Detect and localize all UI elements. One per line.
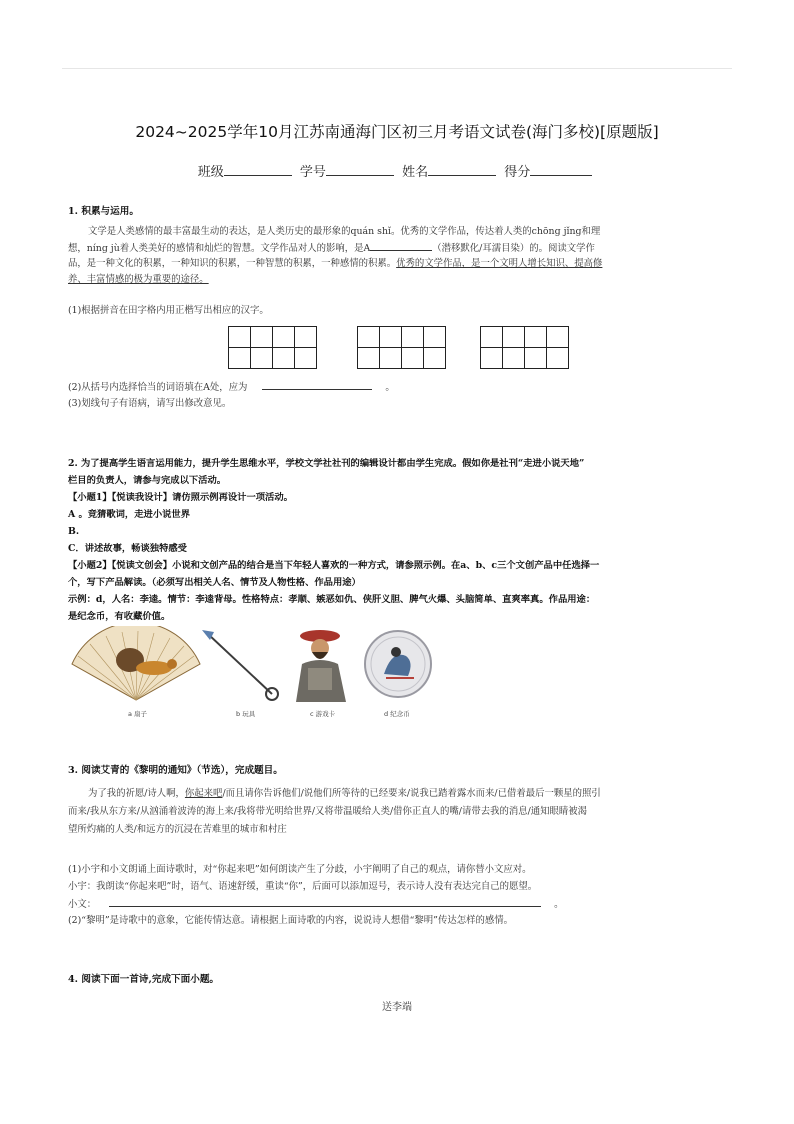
q1-line-2b: （潜移默化/耳濡目染）的。阅读文学作 [432,242,595,254]
q3-poem [68,785,718,839]
q4-heading: 4. 阅读下面一首诗,完成下面小题。 [68,974,220,985]
q1-sub2-text: (2)从括号内选择恰当的词语填在A处，应为 [68,382,248,393]
q1-sub2-end: 。 [385,382,395,393]
q1-heading: 1. 积累与运用。 [68,206,139,217]
q1-underlined-sentence-2: 养、丰富情感的极为重要的途径。 [68,273,209,285]
q1-sub1: (1)根据拼音在田字格内用正楷写出相应的汉字。 [68,305,269,316]
q1-sub2 [68,379,395,395]
q3-poem-l1a: 为了我的祈愿/诗人啊， [88,788,185,799]
q3-sub1: (1)小宇和小文朗诵上面诗歌时，对“你起来吧”如何朗读产生了分歧，小宇阐明了自己的观点，请你替小文应对。 [68,864,532,875]
id-label: 学号 [299,165,326,180]
q2-line-5: B. [68,526,80,537]
q2-line-2: 栏目的负责人，请参与完成以下活动。 [68,475,227,486]
q3-answer-blank[interactable] [109,896,541,907]
q3-sub1c [68,896,564,912]
student-info-line [0,161,794,180]
q2-line-1: 2. 为了提高学生语言运用能力，提升学生思维水平，学校文学社社刊的编辑设计都由学生完成。假如你是社刊“走进小说天地” [68,458,585,469]
tianzige-grid-2[interactable] [357,326,446,369]
q1-line-1: 文学是人类感情的最丰富最生动的表达，是人类历史的最形象的quán shǐ。优秀的文学作品，传达着人类的chōng jǐng和理 [88,226,601,237]
q3-sub1c-label: 小文： [68,899,97,910]
name-label: 姓名 [402,165,429,180]
q1-sub2-blank[interactable] [262,379,372,390]
q3-sub1b: 小宇：我朗读“你起来吧”时，语气、语速舒缓，重读“你”，后面可以添加逗号，表示诗人没有表达完自己的愿望。 [68,881,538,892]
q3-poem-l2: 而来/我从东方来/从汹涌着波涛的海上来/我将带光明给世界/又将带温暖给人类/借你正直人的嘴/请带去我的消息/通知眼睛被渴 [68,806,587,817]
fan-image [68,626,204,702]
q3-underlined-phrase: 你起来吧 [184,788,223,799]
page-title: 2024~2025学年10月江苏南通海门区初三月考语文试卷(海门多校)[原题版] [135,123,659,141]
class-label: 班级 [197,165,224,180]
q1-underlined-sentence-1: 优秀的文学作品，是一个文明人增长知识、提高修 [396,258,603,269]
q1-sub3: (3)划线句子有语病，请写出修改意见。 [68,398,232,409]
q2-line-7: 【小题2】【悦读文创会】小说和文创产品的结合是当下年轻人喜欢的一种方式，请参照示例。在a、b、c三个文创产品中任选择一 [68,560,600,571]
q3-poem-l3: 望所灼痛的人类/和远方的沉浸在苦难里的城市和村庄 [68,824,287,835]
q1-line-2a: 想，níng jù着人类美好的感情和灿烂的智慧。文学作品对人的影响，是A [68,242,371,254]
caption-d: d 纪念币 [384,710,410,718]
q3-poem-l1c: /而且请你告诉他们/说他们所等待的已经要来/说我已踏着露水而来/已借着最后一颗星的照引 [222,788,601,799]
q4-poem-title: 送李端 [382,1002,412,1013]
q3-sub1c-end: 。 [554,899,564,910]
q1-paragraph [68,224,718,287]
tianzige-grid-3[interactable] [480,326,569,369]
caption-a: a 扇子 [128,710,148,718]
id-blank[interactable] [326,163,394,176]
q2-line-4: A 。竞猜歌词，走进小说世界 [68,509,191,520]
name-blank[interactable] [428,163,496,176]
caption-b: b 玩具 [236,710,256,718]
game-card-image [290,626,352,702]
q2-line-3: 【小题1】【悦读我设计】请仿照示例再设计一项活动。 [68,492,293,503]
class-blank[interactable] [224,163,292,176]
q2-line-8: 个，写下产品解读。（必须写出相关人名、情节及人物性格、作品用途） [68,577,361,588]
q3-heading: 3. 阅读艾青的《黎明的通知》（节选），完成题目。 [68,765,283,776]
q2-line-9: 示例：d，人名：李逵。情节：李逵背母。性格特点：孝顺、嫉恶如仇、侠肝义胆、脾气火爆、头脑简单、直爽率真。作品用途： [68,594,596,605]
q1-blank-a[interactable] [370,240,432,251]
q1-line-3a: 品，是一种文化的积累，一种知识的积累，一种智慧的积累，一种感情的积累。 [68,258,397,269]
coin-image [362,628,434,700]
score-blank[interactable] [530,163,592,176]
top-rule [62,68,732,69]
score-label: 得分 [504,165,531,180]
q3-sub2: (2)“黎明”是诗歌中的意象，它能传情达意。请根据上面诗歌的内容，说说诗人想借“黎明”传达怎样的感情。 [68,915,513,926]
toy-staff-image [200,628,286,704]
caption-c: c 游戏卡 [310,710,336,718]
tianzige-grid-1[interactable] [228,326,317,369]
q2-line-6: C．讲述故事，畅谈独特感受 [68,543,187,554]
q2-line-10: 是纪念币，有收藏价值。 [68,611,171,622]
